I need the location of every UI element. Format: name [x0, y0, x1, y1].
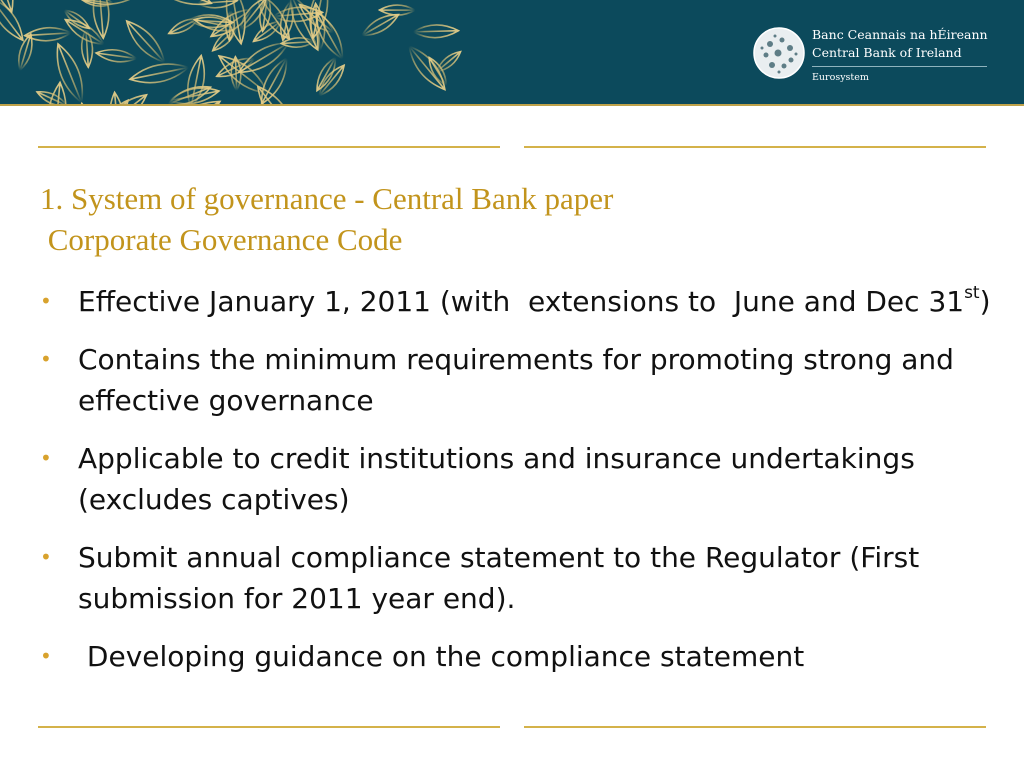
leaf-shape	[425, 55, 450, 88]
org-name-irish: Banc Ceannais na hÉireann	[812, 27, 988, 42]
bullet-text: Contains the minimum requirements for promoting strong and effective governance	[78, 343, 963, 417]
bullet-item	[38, 339, 998, 421]
org-subtitle: Eurosystem	[812, 72, 869, 83]
wordmark-divider	[812, 66, 987, 67]
leaf-pattern-decoration	[0, 0, 500, 106]
bullet-dot-icon: •	[40, 446, 52, 470]
top-rule-right	[524, 146, 986, 148]
header-banner	[0, 0, 1024, 106]
slide-title-line1: 1. System of governance - Central Bank paper	[40, 181, 614, 216]
leaf-shape	[0, 0, 19, 14]
central-bank-seal-icon	[752, 26, 806, 80]
leaf-shape	[413, 24, 459, 38]
slide-title-line2: Corporate Governance Code	[40, 222, 403, 257]
leaf-shape	[251, 81, 301, 106]
leaf-shape	[128, 59, 190, 87]
bottom-rule-left	[38, 726, 500, 728]
bullet-text: Developing guidance on the compliance statement	[78, 640, 805, 673]
bullet-text-end: )	[979, 285, 991, 318]
leaf-shape	[379, 5, 415, 15]
bullet-dot-icon: •	[40, 644, 52, 668]
slide-title	[40, 178, 613, 260]
bottom-rule-right	[524, 726, 986, 728]
bullet-text: Applicable to credit institutions and insurance undertakings (excludes captives)	[78, 442, 924, 516]
leaf-shape	[359, 9, 401, 40]
leaf-shape	[121, 16, 170, 68]
bullet-item	[38, 537, 998, 619]
org-name-english: Central Bank of Ireland	[812, 45, 962, 60]
bullet-dot-icon: •	[40, 545, 52, 569]
bullet-item	[38, 438, 998, 520]
bullet-dot-icon: •	[40, 289, 52, 313]
bullet-list	[38, 281, 998, 694]
bullet-text	[78, 285, 991, 318]
bullet-text-main: Effective January 1, 2011 (with extensions to June and Dec 31	[78, 285, 965, 318]
top-rule-left	[38, 146, 500, 148]
bullet-item	[38, 281, 998, 322]
leaf-shape	[95, 47, 137, 64]
bullet-item	[38, 636, 998, 677]
bullet-dot-icon: •	[40, 347, 52, 371]
leaf-shape	[315, 62, 349, 99]
leaf-shape	[403, 41, 451, 94]
leaf-shape	[235, 36, 293, 79]
leaf-shape	[0, 0, 29, 45]
bullet-superscript: st	[964, 283, 980, 303]
banner-gold-rule	[0, 104, 1024, 106]
leaf-shape	[81, 29, 94, 68]
bullet-text: Submit annual compliance statement to the Regulator (First submission for 2011 year end).	[78, 541, 929, 615]
bank-wordmark	[812, 26, 987, 84]
leaf-shape	[167, 15, 200, 38]
leaf-shape	[184, 54, 209, 106]
